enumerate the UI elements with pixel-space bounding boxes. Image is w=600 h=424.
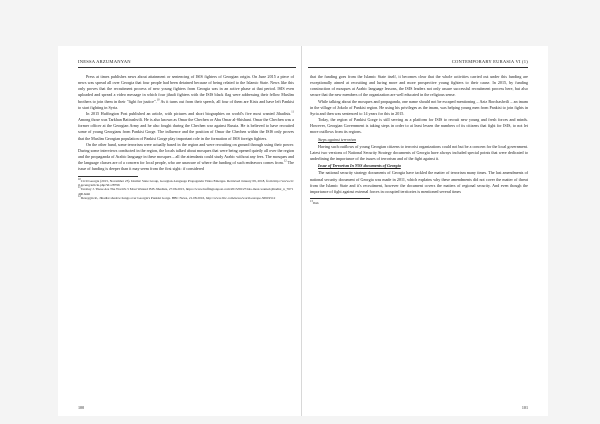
running-header: CONTEMPORARY EURASIA VI (1) bbox=[451, 59, 528, 64]
paragraph: In 2015 Huffington Post published an article, with pictures and short biographies on world's five most wanted Jihadists.$^{11}$ Among those was Tarkhan Batirashvili. He is also known as Omar the Chechen or Abu Omar al-Shishani. Omar the Chechen was a former officer at the Georgian Army and he also fought during the Chechen war against Russia. He is believed to have recruited some of young Georgians from Pankisi Gorge. The influence and the position of Omar the Chechen within the ISIS only proves that the Muslim Georgian population of Pankisi Gorge play important role in the formation of ISIS foreign fighters. bbox=[78, 110, 294, 141]
section-subheading: Issue of Terrorism In NSS documents of Georgia bbox=[318, 163, 401, 169]
header-rule bbox=[308, 67, 528, 68]
paragraph: On the other hand, some terrorism were actually based in the region and were recruiting on ground through using their power. During some interviews conducted in the region, the locals talked about mosques that were being opened quietly all over the region and the propaganda of Arabic language in these mosques – all the attendants could study Arabic without any fees. The mosques and the language classes are of a concern for local people, who are unaware of where the funding of such endeavors comes from.$^{12}$ The issue of funding is deeper than it may seem from the first sight: if considered bbox=[78, 141, 294, 172]
footnote-rule bbox=[78, 176, 138, 177]
section-subheading: Steps against terrorism bbox=[318, 136, 357, 142]
page-number: 101 bbox=[521, 405, 528, 410]
footnote: $^{12}$Dzesygin R., Jihadist shadow hangs over Georgia's Pankisi Gorge. BBC News, 21.08.2016, http://www.bbc.com/news/world-europe-36919512 bbox=[78, 195, 276, 201]
paragraph: While talking about the mosques and propaganda, one name should not be escaped mentioning – Aziz Borchashvili – an imam in the village of Jokolo of Pankisi region. He using his privileges as the imam, was helping young men from Pankisi to join fights in Syria and then was sentenced to 14 years for this in 2015. bbox=[310, 98, 528, 116]
footnote: $^{11}$Tarabay J. These Are The World's 5 Most Wanted ISIS Jihadists, 27.06.2015, https://www.huffingtonpost.com/2015/06/27/isis-most-wanted-jihadist_n_7671400.html bbox=[78, 186, 294, 196]
right-page bbox=[302, 46, 548, 416]
running-header: INESSA ARZUMANYAN bbox=[78, 59, 131, 64]
footnote: $^{13}$Ibid. bbox=[310, 199, 320, 205]
footnote-rule bbox=[310, 198, 370, 199]
paragraph: Having such outflows of young Georgian citizens to terrorist organizations could not but be a concern for the local government. Latest two versions of National Security Strategy documents of Georgia have always included special points that were dedicated to underlining the importance of the issues of terrorism and of the fight against it. bbox=[310, 143, 528, 162]
paragraph: Press at times publishes news about attainment or sentencing of ISIS fighters of Georgian origin. On June 2015 a piece of news was spread all over Georgia that four people had been detained because of being related to the Islamic State. News like this only proves that the recruitment process of new young fighters from Georgia was in an active phase at that period. ISIS even uploaded and spread a video message in which four jihadi fighters with the ISIS black flag were addressing their fellow Muslim brothers to join them in their "fight for justice".$^{10}$ As it turns out from their speech, all four of them are Kists and have left Pankisi to start fighting in Syria. bbox=[78, 74, 294, 110]
footnote: $^{10}$Civil Georgia (2015, November 23). Islamic State Group, Georgian-Language Propaganda Video Emerges. Retrieved January 09, 2018, from http://www.civil.ge/eng/article.php?id=28796 bbox=[78, 177, 294, 187]
page-body bbox=[310, 74, 528, 205]
page-body bbox=[78, 74, 294, 201]
paragraph: The national security strategy documents of Georgia have tackled the matter of terrorism many times. The last amendments of national security document of Georgia was made in 2011, which explains why these amendments did not cover the matter of threat from the Islamic State and it's recruitment, however the document covers the matters of regional security. And even though the importance of fight against external forces in occupied territories is mentioned several times bbox=[310, 170, 528, 194]
header-rule bbox=[78, 67, 296, 68]
paragraph: that the funding goes from the Islamic State itself, it becomes clear that the whole activities carried out under this funding are exceptionally aimed at recruiting and luring more and more prospective young fighters to their cause. In 2015, by funding construction of mosques at Arabic language lessons, the ISIS leaders not only assure successful recruitment process here, but also secure that the new members of the organization are well educated in the religious sense. bbox=[310, 74, 528, 98]
page-number: 100 bbox=[78, 405, 85, 410]
paragraph: Today, the region of Pankisi Gorge is still serving as a platform for ISIS to recruit new young and fresh forces and minds. However, Georgian Government is taking steps in order to at least lessen the numbers of its citizens that fight for ISIS, to not let more outflows from its regions. bbox=[310, 117, 528, 135]
left-page bbox=[58, 46, 302, 416]
